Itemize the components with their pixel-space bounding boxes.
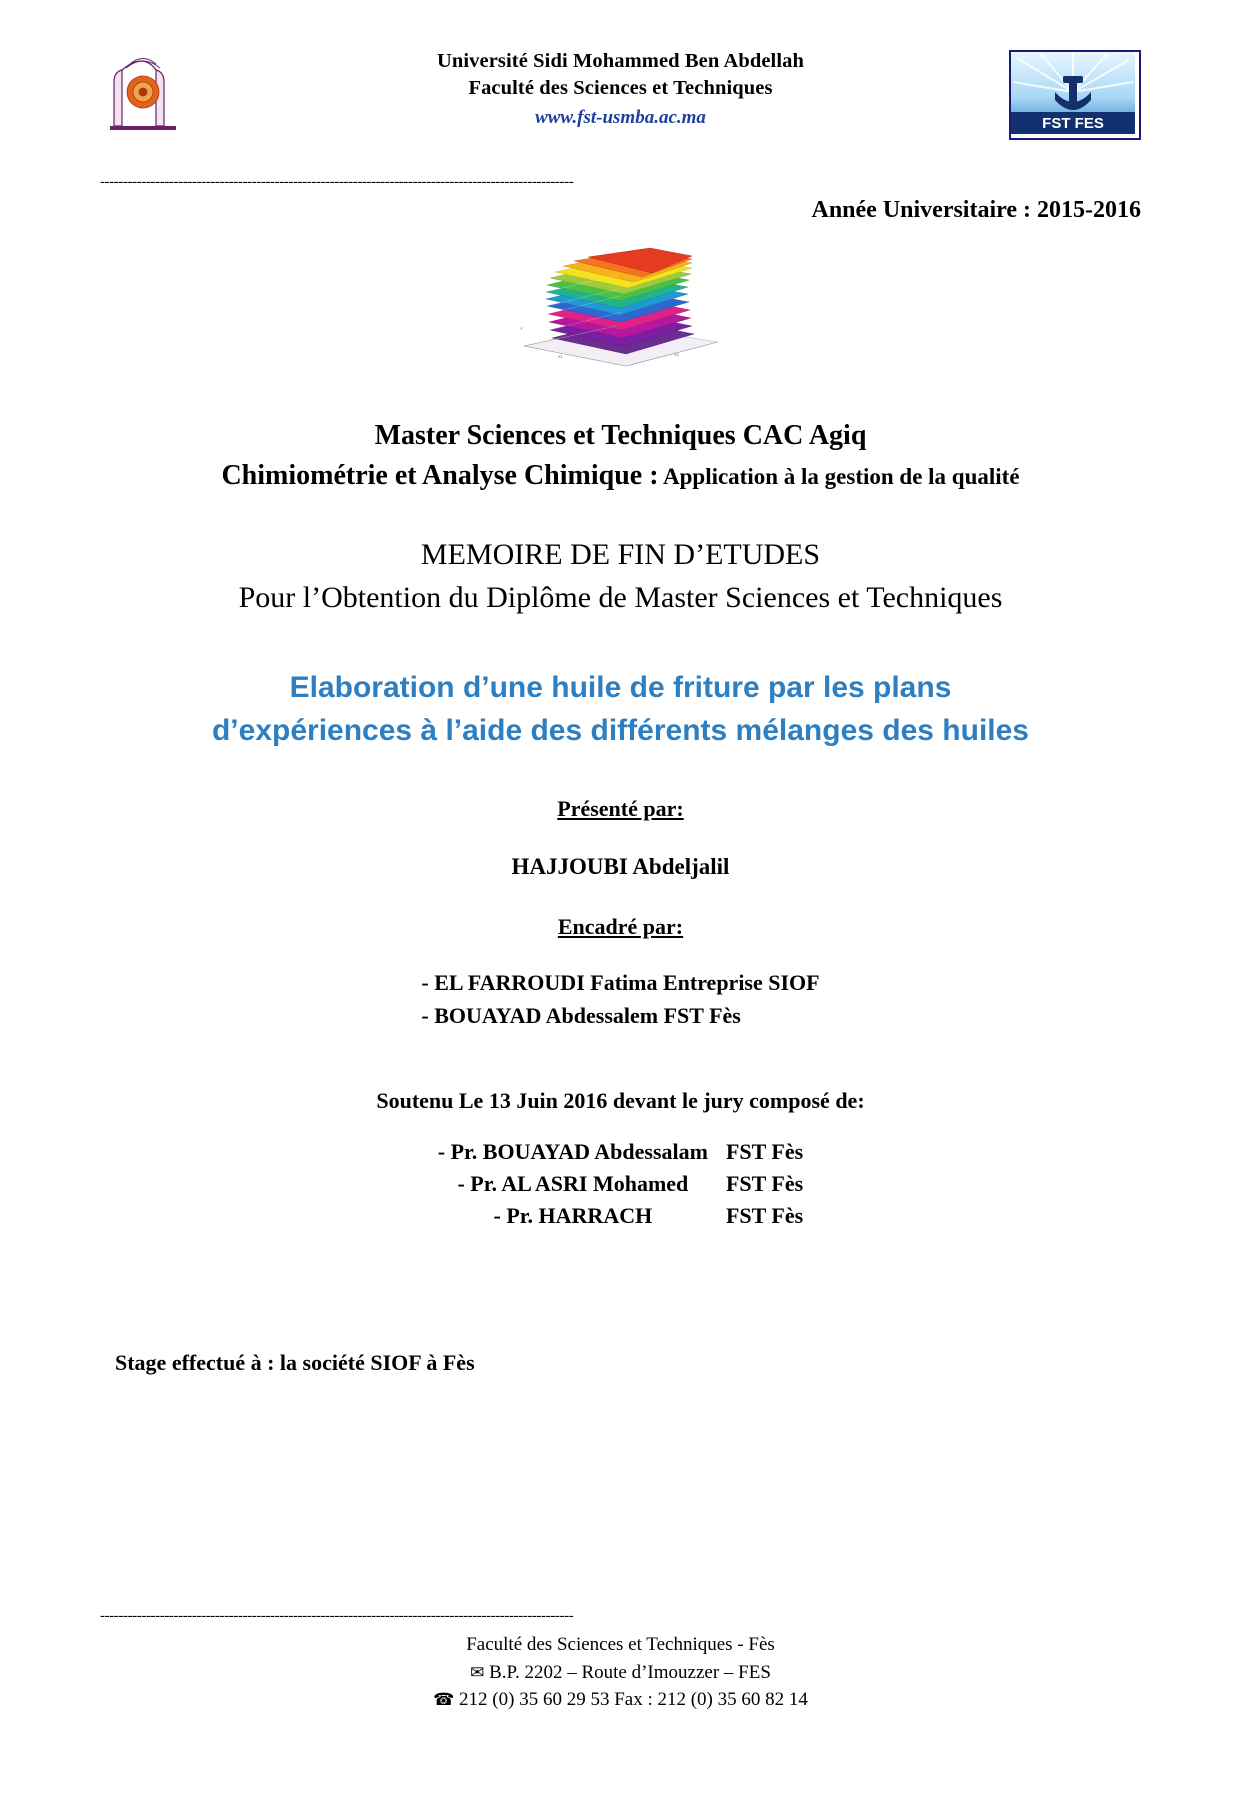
- document-footer: [0, 1608, 1241, 1714]
- document-page: [0, 48, 1241, 1802]
- jury-member-name: - Pr. BOUAYAD Abdessalam: [437, 1139, 708, 1165]
- footer-faculty: Faculté des Sciences et Techniques - Fès: [466, 1634, 775, 1656]
- header-text-block: [100, 48, 1141, 130]
- svg-text:Y: Y: [519, 326, 523, 331]
- phone-icon: ☎: [433, 1690, 455, 1710]
- program-subtitle-rest: Application à la gestion de la qualité: [658, 464, 1020, 489]
- supervisor-item: - BOUAYAD Abdessalem FST Fès: [421, 1003, 741, 1029]
- defense-line: Soutenu Le 13 Juin 2016 devant le jury composé de:: [376, 1088, 865, 1114]
- fst-fes-logo-text: FST FES: [1042, 115, 1104, 132]
- supervisor-list: [0, 966, 1241, 1032]
- svg-text:X1: X1: [557, 354, 563, 359]
- jury-member-name: - Pr. AL ASRI Mohamed: [457, 1171, 689, 1197]
- fst-fes-logo: [1009, 50, 1141, 140]
- thesis-title-line2: d’expériences à l’aide des différents mélanges des huiles: [211, 713, 1029, 747]
- jury-list: [0, 1136, 1241, 1232]
- usmba-crest-logo: [104, 48, 182, 132]
- program-subtitle-bold: Chimiométrie et Analyse Chimique :: [221, 460, 659, 491]
- thesis-title-line1: Elaboration d’une huile de friture par les plans: [289, 671, 952, 705]
- jury-member-affiliation: FST Fès: [725, 1171, 804, 1197]
- supervisor-item: - EL FARROUDI Fatima Entreprise SIOF: [421, 970, 820, 996]
- jury-member-name: - Pr. HARRACH: [493, 1203, 653, 1229]
- jury-member-affiliation: FST Fès: [725, 1203, 804, 1229]
- footer-address-line: [0, 1659, 1241, 1687]
- website-link[interactable]: www.fst-usmba.ac.ma: [535, 106, 706, 128]
- figure-container: [0, 234, 1241, 394]
- footer-phone: 212 (0) 35 60 29 53 Fax : 212 (0) 35 60 82 14: [459, 1689, 808, 1711]
- university-name: Université Sidi Mohammed Ben Abdellah: [436, 50, 805, 72]
- faculty-name: Faculté des Sciences et Techniques: [468, 77, 773, 100]
- mail-icon: ✉: [470, 1662, 485, 1682]
- program-title: Master Sciences et Techniques CAC Agiq: [374, 420, 867, 451]
- footer-phone-line: [0, 1686, 1241, 1714]
- footer-divider: -------------------------------------------------------------------------------------------------------: [100, 1608, 574, 1625]
- jury-row: [438, 1200, 803, 1232]
- thesis-title: [0, 667, 1241, 752]
- jury-member-affiliation: FST Fès: [725, 1139, 804, 1165]
- author-name: HAJJOUBI Abdeljalil: [511, 854, 730, 880]
- thesis-type-line1: MEMOIRE DE FIN D’ETUDES: [420, 538, 821, 571]
- presented-by-label: Présenté par:: [557, 796, 684, 822]
- thesis-type: [0, 534, 1241, 619]
- academic-year: Année Universitaire : 2015-2016: [811, 197, 1141, 223]
- thesis-type-line2: Pour l’Obtention du Diplôme de Master Sciences et Techniques: [238, 580, 1003, 614]
- response-surface-3d-plot: [506, 234, 736, 384]
- program-subtitle: [0, 460, 1241, 492]
- internship-line: Stage effectué à : la société SIOF à Fès: [115, 1350, 475, 1376]
- footer-address: B.P. 2202 – Route d’Imouzzer – FES: [489, 1661, 771, 1683]
- jury-row: [438, 1136, 803, 1168]
- svg-text:X2: X2: [673, 352, 679, 357]
- header-divider: -------------------------------------------------------------------------------------------------------: [100, 174, 574, 190]
- jury-row: [438, 1168, 803, 1200]
- document-header: [100, 48, 1141, 168]
- supervised-by-label: Encadré par:: [557, 914, 684, 940]
